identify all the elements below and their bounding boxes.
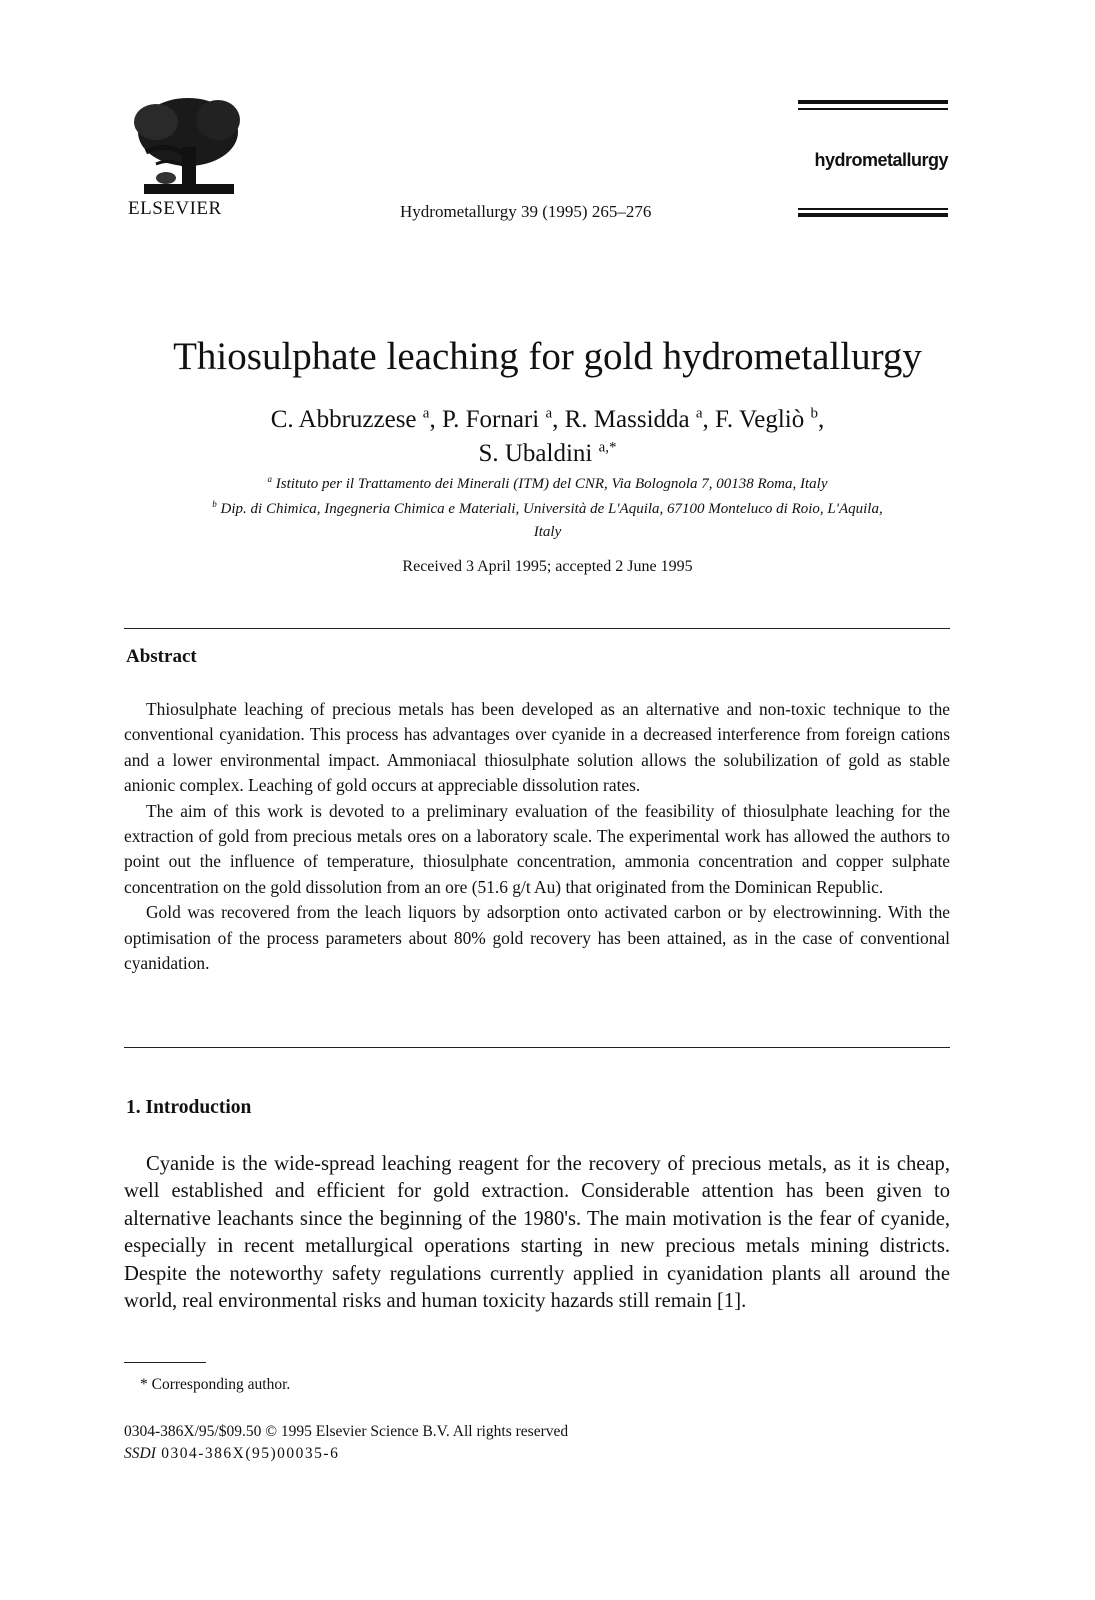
- affiliation-a: [100, 476, 995, 493]
- footnote: * Corresponding author.: [140, 1376, 291, 1393]
- author-separator: ,: [429, 406, 442, 433]
- abstract-heading: Abstract: [126, 646, 197, 667]
- journal-name: hydrometallurgy: [814, 150, 948, 170]
- ssdi-code: 0304-386X(95)00035-6: [155, 1445, 340, 1462]
- journal-rule-bottom-thin: [798, 208, 948, 210]
- author-name: S. Ubaldini: [478, 440, 599, 467]
- affiliation-text: Istituto per il Trattamento dei Minerali (ITM) del CNR, Via Bolognola 7, 00138 Roma, Italy: [271, 476, 828, 492]
- author-separator: ,: [552, 406, 565, 433]
- publisher-name: ELSEVIER: [128, 198, 222, 219]
- elsevier-tree-logo: [126, 92, 248, 200]
- body-paragraph: Cyanide is the wide-spread leaching reagent for the recovery of precious metals, as it is cheap, well established and efficient for gold extraction. Considerable attention has been given to alternative leachants since the beginning of the 1980's. The main motivation is the fear of cyanide, especially in recent metallurgical operations starting in new precious metals mining districts. Despite the noteworthy safety regulations currently applied in cyanidation plants all around the world, real environmental risks and human toxicity hazards still remain [1].: [124, 1153, 950, 1313]
- issn-line: 0304-386X/95/$09.50 © 1995 Elsevier Science B.V. All rights reserved: [124, 1423, 569, 1440]
- affiliation-b: [100, 501, 995, 518]
- author-name: P. Fornari: [441, 406, 546, 433]
- footnote-rule: [124, 1362, 206, 1363]
- section-heading: 1. Introduction: [126, 1097, 252, 1118]
- abstract-body: [124, 697, 950, 976]
- journal-rule-bottom: [798, 213, 948, 217]
- author-name: R. Massidda: [564, 406, 696, 433]
- author-separator: ,: [702, 406, 716, 433]
- affiliation-mark: a: [695, 405, 703, 422]
- author-list: [0, 406, 1095, 434]
- affiliation-mark: b: [212, 499, 217, 509]
- author-name: C. Abbruzzese: [270, 406, 423, 433]
- journal-rule-top-thin: [798, 108, 948, 110]
- section-body: [124, 1151, 950, 1315]
- author-separator: ,: [818, 406, 825, 433]
- ssdi-prefix: SSDI: [124, 1445, 156, 1462]
- received-dates: Received 3 April 1995; accepted 2 June 1995: [402, 558, 693, 575]
- article-title: Thiosulphate leaching for gold hydrometallurgy: [173, 335, 922, 378]
- affiliation-mark: a,*: [598, 439, 617, 456]
- abstract-paragraph: The aim of this work is devoted to a preliminary evaluation of the feasibility of thiosulphate leaching for the extraction of gold from precious metals ores on a laboratory scale. The experimental work has allowed the authors to point out the influence of temperature, thiosulphate concentration, ammonia concentration and copper sulphate concentration on the gold dissolution from an ore (51.6 g/t Au) that originated from the Dominican Republic.: [124, 800, 950, 897]
- affiliation-mark: a: [422, 405, 430, 422]
- ssdi-line: [124, 1445, 339, 1463]
- affiliation-mark: a: [267, 474, 272, 484]
- divider: [124, 1047, 950, 1048]
- affiliation-text: Dip. di Chimica, Ingegneria Chimica e Materiali, Università de L'Aquila, 67100 Monteluco di Roio, L'Aquila,: [216, 501, 883, 517]
- divider: [124, 628, 950, 629]
- author-list-cont: [0, 440, 1095, 468]
- affiliation-b-cont: Italy: [533, 524, 562, 540]
- author-name: F. Vegliò: [715, 406, 811, 433]
- affiliation-mark: b: [810, 405, 819, 422]
- journal-citation: Hydrometallurgy 39 (1995) 265–276: [400, 202, 652, 221]
- affiliation-mark: a: [545, 405, 553, 422]
- abstract-paragraph: Thiosulphate leaching of precious metals has been developed as an alternative and non-toxic technique to the conventional cyanidation. This process has advantages over cyanide in a decreased interference from foreign cations and a lower environmental impact. Ammoniacal thiosulphate solution allows the solubilization of gold as stable anionic complex. Leaching of gold occurs at appreciable dissolution rates.: [124, 699, 950, 796]
- journal-rule-top: [798, 100, 948, 104]
- abstract-paragraph: Gold was recovered from the leach liquors by adsorption onto activated carbon or by electrowinning. With the optimisation of the process parameters about 80% gold recovery has been attained, as in the case of conventional cyanidation.: [124, 902, 950, 974]
